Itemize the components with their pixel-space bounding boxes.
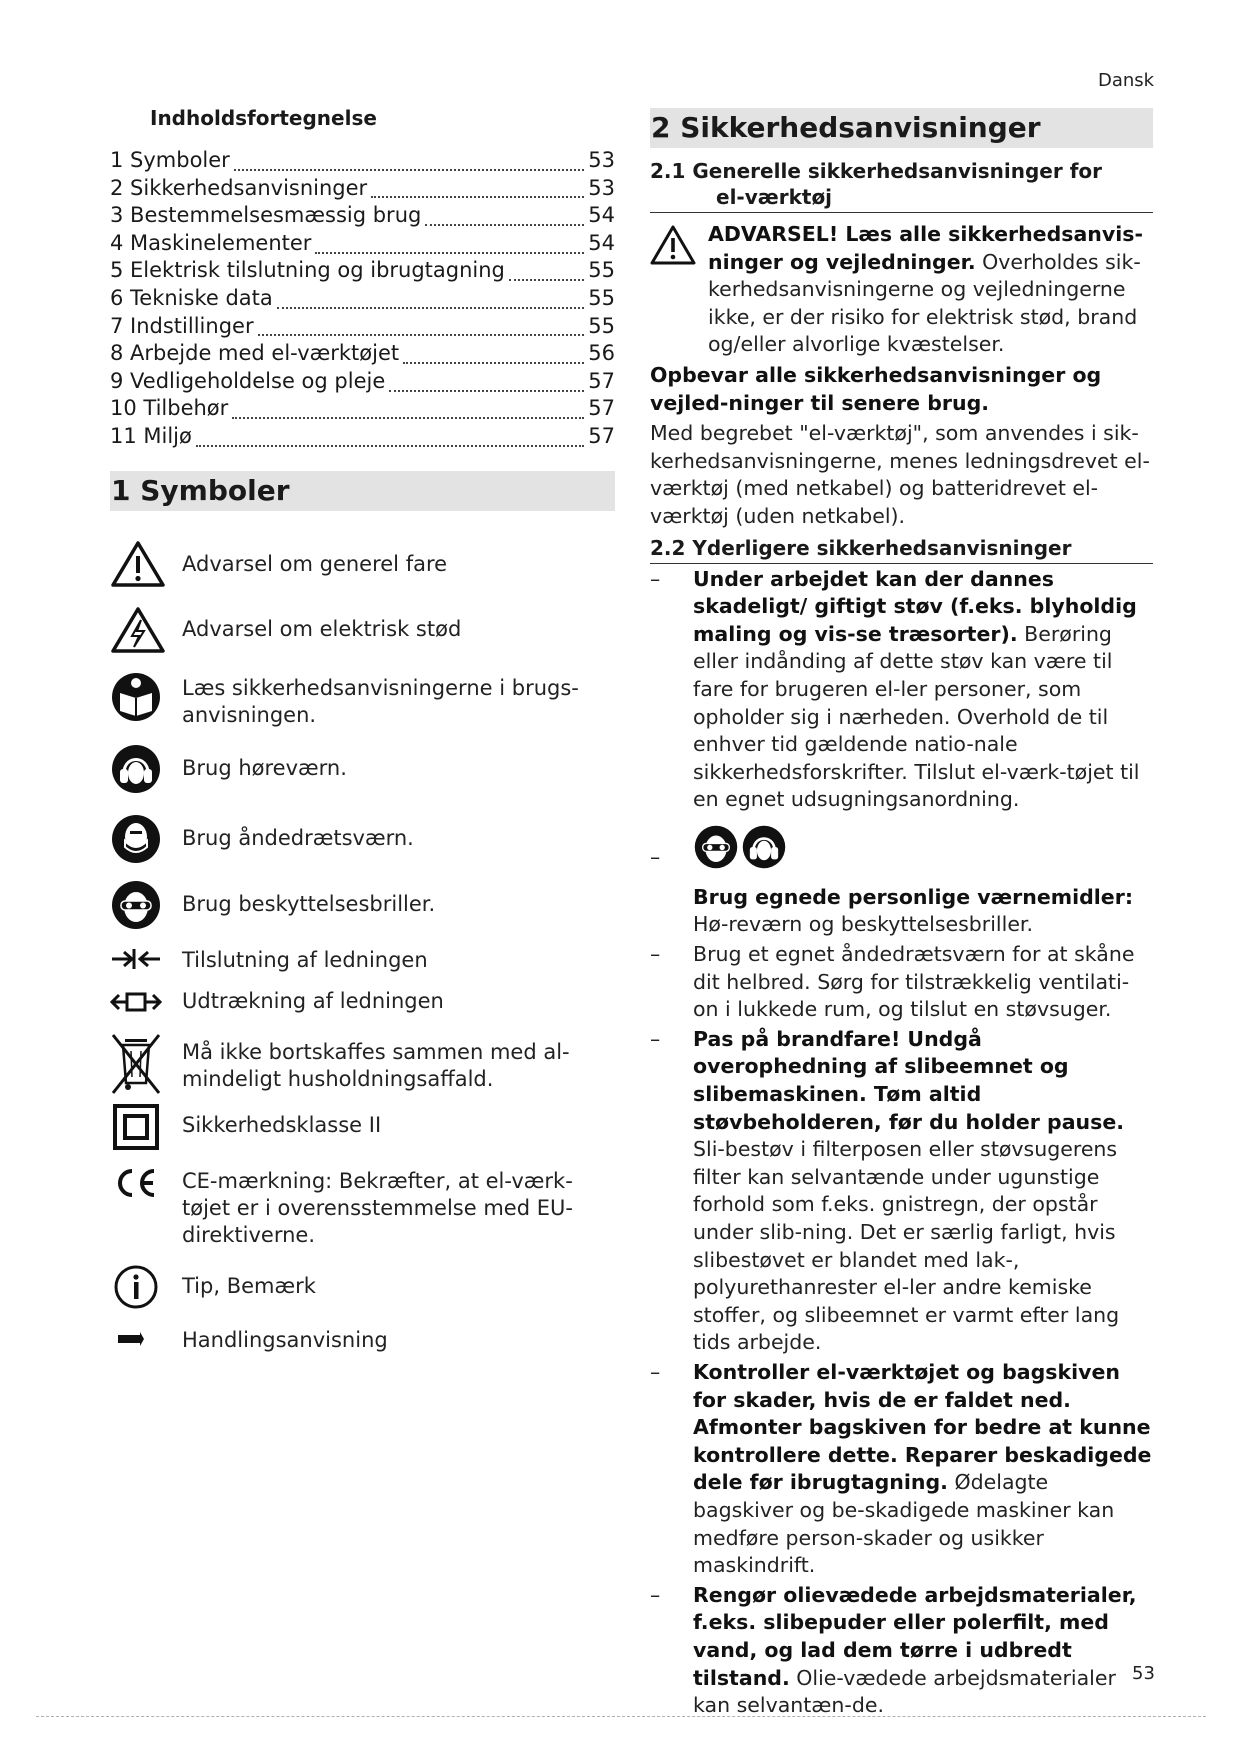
safety-goggles-icon bbox=[110, 879, 162, 931]
toc-entry[interactable]: 3 Bestemmelsesmæssig brug 54 bbox=[110, 203, 615, 228]
safety-goggles-icon bbox=[693, 824, 739, 870]
safety-list-item: – Brug egnede personlige værnemidler: Hø-reværn og beskyttelsesbriller. bbox=[650, 824, 1153, 939]
read-manual-icon bbox=[110, 671, 162, 723]
symbol-item: Læs sikkerhedsanvisningerne i brugs-anvisningen. bbox=[110, 671, 615, 729]
safety-list-item: – Rengør olievædede arbejdsmaterialer, f.eks. slibepuder eller polerfilt, med vand, og lad dem tørre i udbredt tilstand. Olie-vædede arbejdsmaterialer kan selvantæn-de. bbox=[650, 1582, 1137, 1718]
definition-text: Med begrebet "el-værktøj", som anvendes i sik-kerhedsanvisningerne, menes ledningsdrevet el-værktøj (med netkabel) og batteridrevet el-værktøj (uden netkabel). bbox=[650, 421, 1150, 528]
respirator-icon bbox=[110, 813, 162, 865]
warning-triangle-icon bbox=[110, 539, 166, 589]
warning-triangle-icon bbox=[650, 224, 696, 266]
symbol-item: Sikkerhedsklasse II bbox=[110, 1103, 615, 1151]
symbol-item: Tip, Bemærk bbox=[110, 1263, 615, 1311]
toc-entry[interactable]: 10 Tilbehør 57 bbox=[110, 396, 615, 421]
toc-heading: Indholdsfortegnelse bbox=[150, 106, 377, 130]
safety-list-item: – Kontroller el-værktøjet og bagskiven for skader, hvis de er faldet ned. Afmonter bagskiven for bedre at kunne kontrollere dette. Reparer beskadigede dele før ibrugtagning. Ødelagte bagskiver og be-skadigede maskiner kan medføre person-skader og usikker maskindrift. bbox=[650, 1359, 1152, 1578]
toc-entry[interactable]: 4 Maskinelementer 54 bbox=[110, 230, 615, 255]
footer-divider bbox=[36, 1716, 1206, 1717]
symbol-item: Advarsel om generel fare bbox=[110, 539, 615, 589]
action-arrow-icon bbox=[110, 1321, 162, 1357]
symbols-list bbox=[110, 511, 615, 1411]
symbol-item: Må ikke bortskaffes sammen med al-mindeligt husholdningsaffald. bbox=[110, 1031, 615, 1097]
ear-protection-icon bbox=[741, 824, 787, 870]
toc-entry[interactable]: 11 Miljø 57 bbox=[110, 423, 615, 448]
cable-connect-icon bbox=[110, 941, 162, 977]
safety-section-title: 2 Sikkerhedsanvisninger bbox=[650, 108, 1153, 148]
right-column bbox=[650, 108, 1153, 1720]
info-icon bbox=[110, 1263, 162, 1311]
safety-list-item: – Brug et egnet åndedrætsværn for at skåne dit helbred. Sørg for tilstrækkelig ventilati-on i lukkede rum, og tilslut en støvsuger. bbox=[650, 942, 1135, 1022]
left-column bbox=[110, 106, 615, 1411]
symbol-item: Tilslutning af ledningen bbox=[110, 941, 615, 977]
electric-shock-warning-icon bbox=[110, 605, 166, 655]
page-number: 53 bbox=[1132, 1663, 1155, 1684]
toc-entry[interactable]: 8 Arbejde med el-værktøjet 56 bbox=[110, 341, 615, 366]
subsection-2-1-heading: 2.1 Generelle sikkerhedsanvisninger for el-værktøj bbox=[650, 158, 1153, 213]
toc-entry[interactable]: 7 Indstillinger 55 bbox=[110, 313, 615, 338]
symbol-item: Handlingsanvisning bbox=[110, 1321, 615, 1357]
symbol-item: Advarsel om elektrisk stød bbox=[110, 605, 615, 655]
ear-protection-icon bbox=[110, 743, 162, 795]
toc-entry[interactable]: 2 Sikkerhedsanvisninger 53 bbox=[110, 175, 615, 200]
subsection-2-2-heading: 2.2 Yderligere sikkerhedsanvisninger bbox=[650, 535, 1153, 564]
table-of-contents bbox=[110, 147, 615, 451]
keep-instructions-text: Opbevar alle sikkerhedsanvisninger og vejled-ninger til senere brug. bbox=[650, 362, 1102, 415]
symbols-section-title: 1 Symboler bbox=[110, 471, 615, 511]
general-warning-block: ADVARSEL! Læs alle sikkerhedsanvis-ninger og vejledninger. Overholdes sik-kerhedsanvisningerne og vejledningerne ikke, er der risiko for elektrisk stød, brand og/eller alvorlige kvæstelser. bbox=[650, 221, 1153, 359]
safety-list-item: – Under arbejdet kan der dannes skadeligt/ giftigt støv (f.eks. blyholdig maling og vis-se træsorter). Berøring eller indånding af dette støv kan være til fare for brugeren el-ler personer, som opholder sig i nærheden. Overhold de til enhver tid gældende natio-nale sikkerhedsforskrifter. Tilslut el-værk-tøjet til en egnet udsugningsanordning. bbox=[650, 566, 1140, 812]
protection-class-ii-icon bbox=[110, 1103, 162, 1151]
symbol-item: Udtrækning af ledningen bbox=[110, 984, 615, 1020]
toc-entry[interactable]: 1 Symboler 53 bbox=[110, 148, 615, 172]
symbol-item: Brug åndedrætsværn. bbox=[110, 813, 615, 865]
symbol-item: CE-mærkning: Bekræfter, at el-værk-tøjet er i overensstemmelse med EU-direktiverne. bbox=[110, 1163, 615, 1249]
cable-disconnect-icon bbox=[110, 984, 162, 1020]
toc-entry[interactable]: 5 Elektrisk tilslutning og ibrugtagning 55 bbox=[110, 258, 615, 283]
toc-entry[interactable]: 9 Vedligeholdelse og pleje 57 bbox=[110, 368, 615, 393]
language-label: Dansk bbox=[1098, 70, 1155, 91]
ce-mark-icon bbox=[110, 1163, 162, 1203]
crossed-bin-icon bbox=[110, 1031, 162, 1097]
symbol-item: Brug beskyttelsesbriller. bbox=[110, 879, 615, 931]
toc-entry[interactable]: 6 Tekniske data 55 bbox=[110, 285, 615, 310]
symbol-item: Brug høreværn. bbox=[110, 743, 615, 795]
safety-list-item: – Pas på brandfare! Undgå overophedning af slibeemnet og slibemaskinen. Tøm altid støvbeholderen, før du holder pause. Sli-bestøv i filterposen eller støvsugerens filter kan selvantænde under ugunstige forhold som f.eks. gnistregn, der opstår under slib-ning. Det er særlig farligt, hvis slibestøvet er blandet med lak-, polyurethanrester el-ler andre kemiske stoffer, og slibeemnet er varmt efter lang tids arbejde. bbox=[650, 1026, 1125, 1355]
